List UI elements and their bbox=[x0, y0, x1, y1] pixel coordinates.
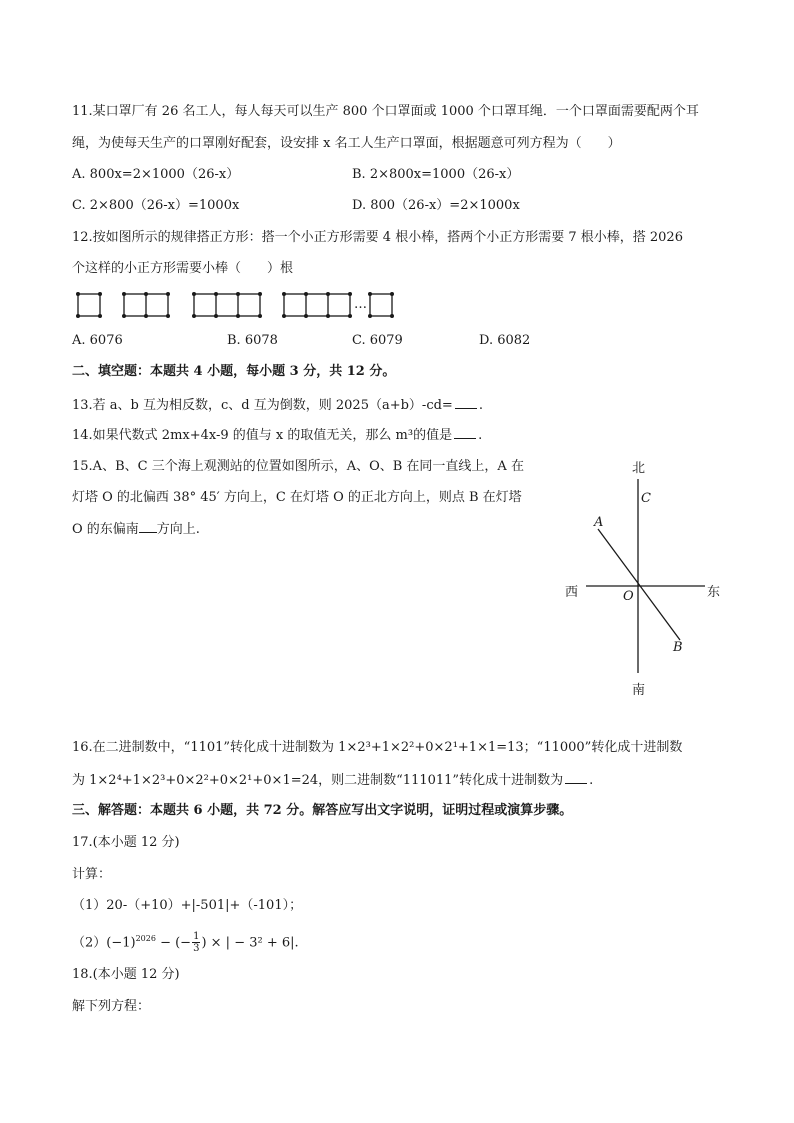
fraction-numerator: 1 bbox=[193, 931, 200, 943]
q17-part-1: （1）20-（+10）+|-501|+（-101）； bbox=[72, 898, 303, 913]
line-a-o-b bbox=[598, 529, 680, 640]
q16-answer-blank bbox=[565, 771, 587, 784]
q17-part-2 bbox=[72, 926, 299, 956]
q16-line1: 16.在二进制数中，“1101”转化成十进制数为 1×2³+1×2²+0×2¹+1×1=13；“11000”转化成十进制数 bbox=[72, 740, 683, 755]
q15-line1: 15.A、B、C 三个海上观测站的位置如图所示，A、O、B 在同一直线上，A 在 bbox=[72, 459, 524, 474]
q12-option-a: A. 6076 bbox=[72, 333, 123, 348]
q11-option-a: A. 800x=2×1000（26-x） bbox=[72, 167, 240, 182]
q12-line1: 12.按如图所示的规律搭正方形：搭一个小正方形需要 4 根小棒，搭两个小正方形需要 7 根小棒，搭 2026 bbox=[72, 230, 683, 245]
q15-line3-start: O 的东偏南 bbox=[72, 522, 139, 537]
q15-line2: 灯塔 O 的北偏西 38° 45′ 方向上，C 在灯塔 O 的正北方向上，则点 B 在灯塔 bbox=[72, 490, 522, 505]
q17-part-2-tail: ) × | − 3² + 6|. bbox=[201, 935, 299, 951]
q14-line bbox=[72, 426, 482, 445]
figure-ellipsis: … bbox=[354, 297, 367, 312]
east-label: 东 bbox=[707, 585, 721, 600]
q18-intro: 解下列方程： bbox=[72, 999, 151, 1014]
q12-line2: 个这样的小正方形需要小棒（ ）根 bbox=[72, 261, 294, 276]
q11-line1: 11.某口罩厂有 26 名工人，每人每天可以生产 800 个口罩面或 1000 个口罩耳绳．一个口罩面需要配两个耳 bbox=[72, 104, 699, 119]
q13-end: . bbox=[478, 398, 483, 413]
point-b-label: B bbox=[673, 640, 683, 655]
q15-line3 bbox=[72, 520, 200, 539]
q15-answer-blank bbox=[139, 520, 157, 533]
q13-answer-blank bbox=[455, 396, 477, 409]
point-a-label: A bbox=[594, 515, 604, 530]
q13-line bbox=[72, 396, 483, 415]
north-label: 北 bbox=[632, 461, 646, 476]
section-3-heading: 三、解答题：本题共 6 小题，共 72 分。解答应写出文字说明，证明过程或演算步骤。 bbox=[72, 803, 573, 818]
q12-option-c: C. 6079 bbox=[352, 333, 403, 348]
south-label: 南 bbox=[632, 683, 646, 698]
q11-option-b: B. 2×800x=1000（26-x） bbox=[352, 167, 520, 182]
q17-part-2-mid: − (− bbox=[155, 935, 192, 951]
q16-line2 bbox=[72, 771, 593, 790]
q14-answer-blank bbox=[454, 426, 476, 439]
q13-text: 13.若 a、b 互为相反数，c、d 互为倒数，则 2025（a+b）-cd= bbox=[72, 398, 453, 413]
section-2-heading: 二、填空题：本题共 4 小题，每小题 3 分，共 12 分。 bbox=[72, 364, 396, 379]
q16-end: . bbox=[589, 773, 594, 788]
point-o-label: O bbox=[623, 589, 634, 604]
point-c-label: C bbox=[641, 491, 651, 506]
q12-option-d: D. 6082 bbox=[479, 333, 531, 348]
q16-line2-text: 为 1×2⁴+1×2³+0×2²+0×2¹+0×1=24，则二进制数“111011”转化成十进制数为 bbox=[72, 773, 564, 788]
q14-text: 14.如果代数式 2mx+4x-9 的值与 x 的取值无关，那么 m³的值是 bbox=[72, 428, 453, 443]
q17-title: 17.(本小题 12 分) bbox=[72, 835, 180, 850]
q14-end: . bbox=[478, 428, 483, 443]
q17-part-2-prefix: （2） bbox=[72, 935, 107, 951]
q11-line2: 绳，为使每天生产的口罩刚好配套，设安排 x 名工人生产口罩面，根据题意可列方程为（ ） bbox=[72, 136, 621, 151]
compass-diagram bbox=[558, 455, 728, 705]
q11-option-d: D. 800（26-x）=2×1000x bbox=[352, 198, 520, 213]
fraction-denominator: 3 bbox=[193, 943, 200, 955]
q12-option-b: B. 6078 bbox=[227, 333, 278, 348]
q15-line3-end: 方向上. bbox=[156, 522, 200, 537]
matchstick-squares-figure bbox=[72, 288, 412, 322]
q17-part-2-exponent: 2026 bbox=[135, 934, 156, 943]
q17-intro: 计算： bbox=[72, 867, 112, 882]
west-label: 西 bbox=[565, 585, 579, 600]
q11-option-c: C. 2×800（26-x）=1000x bbox=[72, 198, 240, 213]
q17-part-2-base: (−1) bbox=[106, 935, 136, 951]
q17-part-2-fraction bbox=[192, 931, 200, 954]
q18-title: 18.(本小题 12 分) bbox=[72, 967, 180, 982]
